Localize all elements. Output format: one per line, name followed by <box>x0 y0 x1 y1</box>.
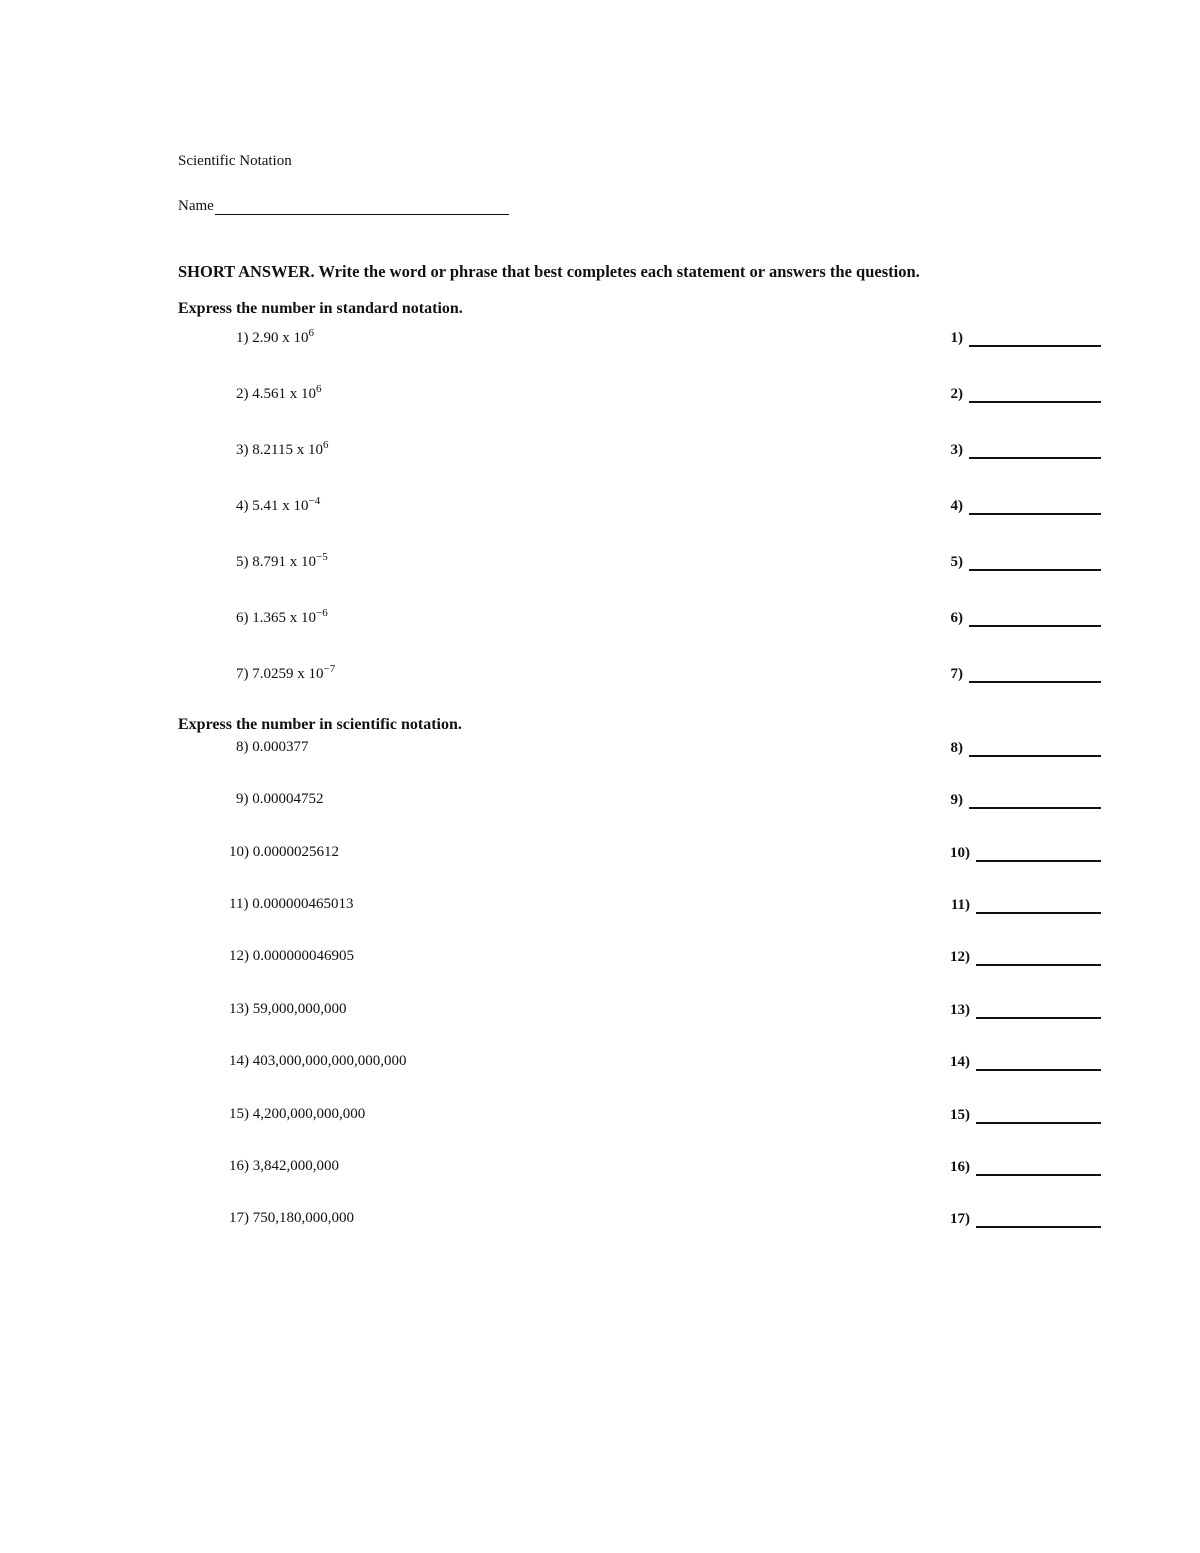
question-6 <box>236 607 328 627</box>
answer-label: 4) <box>950 498 963 514</box>
question-number: 10) <box>229 844 249 860</box>
question-value: 0.000000465013 <box>252 896 354 912</box>
question-mantissa: 5.41 x 10 <box>252 498 309 514</box>
answer-line[interactable] <box>976 848 1101 862</box>
name-field[interactable] <box>178 198 509 215</box>
question-number: 2) <box>236 386 249 402</box>
question-mantissa: 2.90 x 10 <box>252 330 309 346</box>
question-1 <box>236 327 314 347</box>
question-exponent: 6 <box>308 327 314 339</box>
answer-line[interactable] <box>969 743 1101 757</box>
question-value: 0.00004752 <box>252 791 324 807</box>
question-number: 11) <box>229 896 249 912</box>
question-value: 59,000,000,000 <box>252 1001 347 1017</box>
answer-label: 11) <box>950 897 970 913</box>
question-number: 4) <box>236 498 249 514</box>
answer-blank-13[interactable] <box>950 1002 1101 1019</box>
question-number: 8) <box>236 739 249 755</box>
answer-blank-16[interactable] <box>950 1159 1101 1176</box>
question-value: 0.000000046905 <box>252 948 354 964</box>
question-number: 1) <box>236 330 249 346</box>
question-mantissa: 4.561 x 10 <box>252 386 316 402</box>
question-value: 4,200,000,000,000 <box>252 1106 366 1122</box>
question-exponent: −4 <box>308 495 321 507</box>
question-4 <box>236 495 320 515</box>
answer-blank-17[interactable] <box>950 1211 1101 1228</box>
question-exponent: −7 <box>323 663 336 675</box>
answer-line[interactable] <box>969 557 1101 571</box>
answer-blank-14[interactable] <box>950 1054 1101 1071</box>
answer-line[interactable] <box>976 1162 1101 1176</box>
answer-line[interactable] <box>969 389 1101 403</box>
question-2 <box>236 383 322 403</box>
question-number: 6) <box>236 610 249 626</box>
answer-label: 10) <box>950 845 970 861</box>
question-value: 403,000,000,000,000,000 <box>252 1053 407 1069</box>
question-9 <box>236 791 324 808</box>
question-7 <box>236 663 335 683</box>
answer-blank-15[interactable] <box>950 1107 1101 1124</box>
answer-blank-12[interactable] <box>950 949 1101 966</box>
question-exponent: −5 <box>316 551 328 563</box>
answer-blank-5[interactable] <box>951 554 1102 571</box>
question-exponent: −6 <box>316 607 328 619</box>
question-mantissa: 8.2115 x 10 <box>252 442 323 458</box>
question-8 <box>236 739 309 756</box>
answer-line[interactable] <box>969 795 1101 809</box>
name-label: Name <box>178 198 214 214</box>
question-value: 0.0000025612 <box>252 844 339 860</box>
answer-label: 17) <box>950 1211 970 1227</box>
answer-label: 9) <box>950 792 963 808</box>
question-mantissa: 7.0259 x 10 <box>252 666 324 682</box>
answer-label: 1) <box>950 330 963 346</box>
answer-label: 5) <box>950 554 963 570</box>
answer-blank-4[interactable] <box>951 498 1102 515</box>
answer-blank-7[interactable] <box>951 666 1102 683</box>
worksheet-title: Scientific Notation <box>178 153 292 169</box>
name-blank-line[interactable] <box>215 200 509 215</box>
question-number: 14) <box>229 1053 249 1069</box>
answer-line[interactable] <box>969 445 1101 459</box>
answer-label: 16) <box>950 1159 970 1175</box>
question-mantissa: 1.365 x 10 <box>252 610 316 626</box>
answer-line[interactable] <box>976 952 1101 966</box>
question-number: 15) <box>229 1106 249 1122</box>
question-value: 750,180,000,000 <box>252 1210 354 1226</box>
question-value: 3,842,000,000 <box>252 1158 339 1174</box>
question-12 <box>229 948 354 965</box>
question-number: 13) <box>229 1001 249 1017</box>
answer-blank-3[interactable] <box>951 442 1102 459</box>
answer-line[interactable] <box>976 1214 1101 1228</box>
answer-label: 2) <box>950 386 963 402</box>
answer-label: 8) <box>950 740 963 756</box>
question-exponent: 6 <box>322 439 329 451</box>
answer-line[interactable] <box>976 1005 1101 1019</box>
question-3 <box>236 439 328 459</box>
question-value: 0.000377 <box>252 739 309 755</box>
answer-blank-8[interactable] <box>951 740 1102 757</box>
answer-line[interactable] <box>976 900 1101 914</box>
question-13 <box>229 1001 347 1018</box>
question-number: 12) <box>229 948 249 964</box>
instructions: SHORT ANSWER. Write the word or phrase that best completes each statement or answers the question. <box>178 262 920 281</box>
answer-label: 14) <box>950 1054 970 1070</box>
question-15 <box>229 1106 365 1123</box>
question-number: 5) <box>236 554 249 570</box>
answer-blank-1[interactable] <box>951 330 1102 347</box>
section-heading-standard-notation: Express the number in standard notation. <box>178 300 463 317</box>
answer-label: 3) <box>950 442 963 458</box>
answer-label: 13) <box>950 1002 970 1018</box>
question-5 <box>236 551 328 571</box>
question-number: 16) <box>229 1158 249 1174</box>
question-14 <box>229 1053 407 1070</box>
answer-blank-6[interactable] <box>951 610 1102 627</box>
answer-line[interactable] <box>969 613 1101 627</box>
question-17 <box>229 1210 354 1227</box>
answer-blank-11[interactable] <box>951 897 1101 914</box>
answer-label: 12) <box>950 949 970 965</box>
answer-blank-2[interactable] <box>951 386 1102 403</box>
question-10 <box>229 844 339 861</box>
answer-line[interactable] <box>969 669 1101 683</box>
question-number: 3) <box>236 442 249 458</box>
section-heading-scientific-notation: Express the number in scientific notation. <box>178 716 462 733</box>
question-number: 17) <box>229 1210 249 1226</box>
question-11 <box>229 896 353 913</box>
question-16 <box>229 1158 339 1175</box>
answer-blank-9[interactable] <box>951 792 1102 809</box>
answer-label: 15) <box>950 1107 970 1123</box>
answer-label: 6) <box>950 610 963 626</box>
answer-line[interactable] <box>969 333 1101 347</box>
question-mantissa: 8.791 x 10 <box>252 554 316 570</box>
answer-label: 7) <box>950 666 963 682</box>
question-number: 7) <box>236 666 249 682</box>
answer-blank-10[interactable] <box>950 845 1101 862</box>
question-exponent: 6 <box>316 383 322 395</box>
answer-line[interactable] <box>969 501 1101 515</box>
answer-line[interactable] <box>976 1057 1101 1071</box>
answer-line[interactable] <box>976 1110 1101 1124</box>
question-number: 9) <box>236 791 249 807</box>
